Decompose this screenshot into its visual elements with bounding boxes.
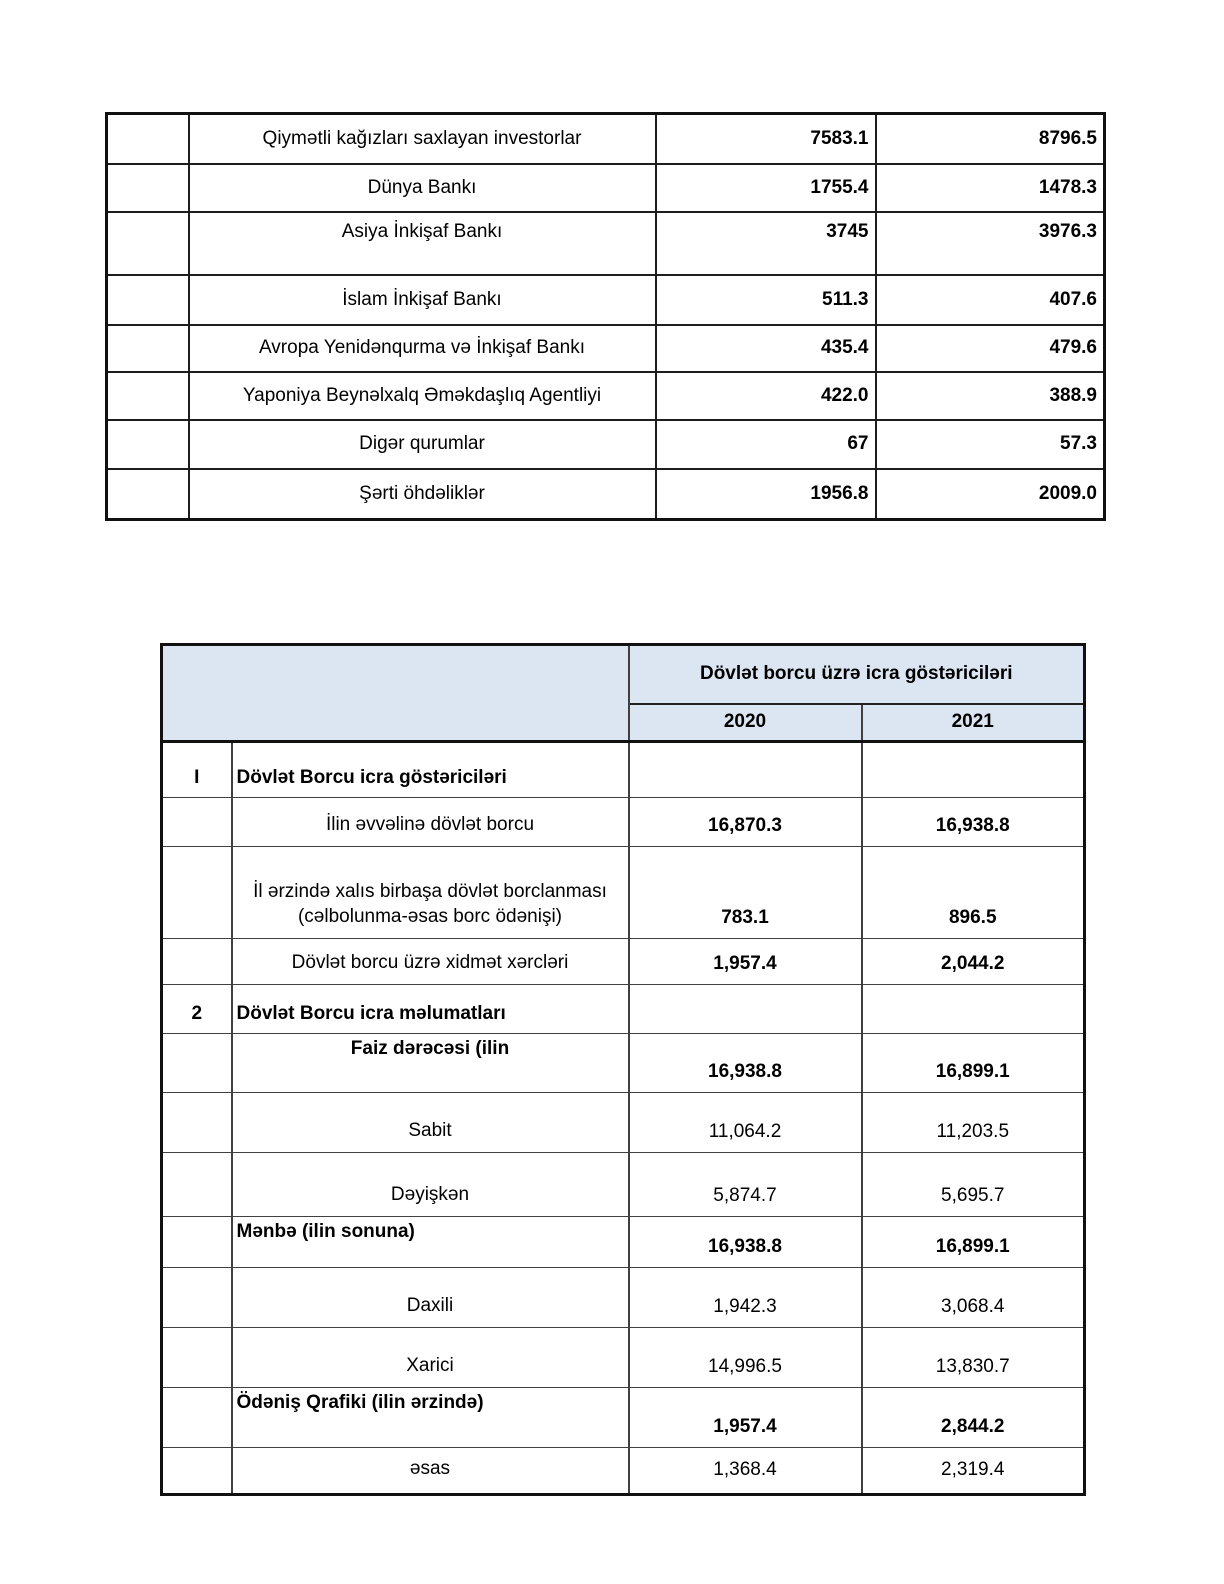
table-row xyxy=(107,114,1105,164)
row-label: Sabit xyxy=(232,1093,629,1153)
value-col1: 422.0 xyxy=(656,372,876,420)
row-label: əsas xyxy=(232,1448,629,1495)
row-label: Şərti öhdəliklər xyxy=(189,469,656,520)
table-row xyxy=(162,985,1085,1034)
debt-execution-table xyxy=(160,643,1086,1496)
row-label: Mənbə (ilin sonuna) xyxy=(232,1217,629,1268)
value-2021: 16,899.1 xyxy=(862,1217,1085,1268)
empty-cell xyxy=(107,114,189,164)
value-col1: 7583.1 xyxy=(656,114,876,164)
value-col2: 1478.3 xyxy=(876,164,1105,212)
row-label: Digər qurumlar xyxy=(189,420,656,469)
value-2020: 5,874.7 xyxy=(629,1153,862,1217)
table-row xyxy=(162,1268,1085,1328)
value-col1: 435.4 xyxy=(656,325,876,372)
table-header-row xyxy=(162,645,1085,704)
value-col2: 8796.5 xyxy=(876,114,1105,164)
row-label: Dünya Bankı xyxy=(189,164,656,212)
table-row xyxy=(107,372,1105,420)
empty-cell xyxy=(107,469,189,520)
value-2020: 16,938.8 xyxy=(629,1034,862,1093)
table-row xyxy=(162,1388,1085,1448)
table-row xyxy=(107,212,1105,275)
value-col2: 479.6 xyxy=(876,325,1105,372)
row-label: Faiz dərəcəsi (ilin xyxy=(232,1034,629,1093)
value-2021: 3,068.4 xyxy=(862,1268,1085,1328)
row-number xyxy=(162,1093,232,1153)
row-number: I xyxy=(162,742,232,798)
row-label: Dövlət Borcu icra göstəriciləri xyxy=(232,742,629,798)
value-2020: 1,957.4 xyxy=(629,1388,862,1448)
row-number xyxy=(162,1034,232,1093)
row-label: Qiymətli kağızları saxlayan investorlar xyxy=(189,114,656,164)
row-label: Yaponiya Beynəlxalq Əməkdaşlıq Agentliyi xyxy=(189,372,656,420)
row-label: Ödəniş Qrafiki (ilin ərzində) xyxy=(232,1388,629,1448)
row-label: Dövlət borcu üzrə xidmət xərcləri xyxy=(232,939,629,985)
row-number xyxy=(162,939,232,985)
value-2020: 14,996.5 xyxy=(629,1328,862,1388)
value-2021: 896.5 xyxy=(862,847,1085,939)
row-label: İl ərzində xalıs birbaşa dövlət borclanması (cəlbolunma-əsas borc ödənişi) xyxy=(232,847,629,939)
empty-cell xyxy=(107,275,189,325)
table-row xyxy=(162,1217,1085,1268)
row-number xyxy=(162,1388,232,1448)
table-row xyxy=(107,275,1105,325)
empty-cell xyxy=(107,420,189,469)
value-2021: 2,844.2 xyxy=(862,1388,1085,1448)
table-row xyxy=(162,1328,1085,1388)
row-number xyxy=(162,798,232,847)
value-2020: 1,368.4 xyxy=(629,1448,862,1495)
table-row xyxy=(162,939,1085,985)
value-col1: 511.3 xyxy=(656,275,876,325)
row-label: Asiya İnkişaf Bankı xyxy=(189,212,656,275)
value-2021: 16,938.8 xyxy=(862,798,1085,847)
table-row xyxy=(162,742,1085,798)
value-2020: 1,957.4 xyxy=(629,939,862,985)
empty-cell xyxy=(107,212,189,275)
value-col2: 57.3 xyxy=(876,420,1105,469)
value-2020 xyxy=(629,985,862,1034)
row-number xyxy=(162,1448,232,1495)
table-row xyxy=(162,847,1085,939)
empty-cell xyxy=(107,372,189,420)
value-2020: 1,942.3 xyxy=(629,1268,862,1328)
value-2021: 13,830.7 xyxy=(862,1328,1085,1388)
year-2021-header: 2021 xyxy=(862,704,1085,742)
value-col2: 2009.0 xyxy=(876,469,1105,520)
table-row xyxy=(107,164,1105,212)
row-label: Avropa Yenidənqurma və İnkişaf Bankı xyxy=(189,325,656,372)
value-col2: 3976.3 xyxy=(876,212,1105,275)
value-col2: 407.6 xyxy=(876,275,1105,325)
value-col1: 3745 xyxy=(656,212,876,275)
row-number: 2 xyxy=(162,985,232,1034)
value-2020: 11,064.2 xyxy=(629,1093,862,1153)
row-number xyxy=(162,847,232,939)
table-row xyxy=(162,798,1085,847)
value-2021: 2,044.2 xyxy=(862,939,1085,985)
table-row xyxy=(107,325,1105,372)
external-creditors-table xyxy=(105,112,1106,521)
row-label: İslam İnkişaf Bankı xyxy=(189,275,656,325)
row-number xyxy=(162,1328,232,1388)
value-2021: 2,319.4 xyxy=(862,1448,1085,1495)
row-number xyxy=(162,1217,232,1268)
value-col1: 1755.4 xyxy=(656,164,876,212)
value-2021: 5,695.7 xyxy=(862,1153,1085,1217)
empty-cell xyxy=(107,325,189,372)
value-col1: 67 xyxy=(656,420,876,469)
year-2020-header: 2020 xyxy=(629,704,862,742)
table-row xyxy=(107,420,1105,469)
value-col1: 1956.8 xyxy=(656,469,876,520)
value-col2: 388.9 xyxy=(876,372,1105,420)
value-2021: 11,203.5 xyxy=(862,1093,1085,1153)
empty-cell xyxy=(107,164,189,212)
table-row xyxy=(162,1153,1085,1217)
value-2020: 783.1 xyxy=(629,847,862,939)
row-label: Xarici xyxy=(232,1328,629,1388)
row-number xyxy=(162,1153,232,1217)
row-label: Dövlət Borcu icra məlumatları xyxy=(232,985,629,1034)
value-2020: 16,870.3 xyxy=(629,798,862,847)
row-label: İlin əvvəlinə dövlət borcu xyxy=(232,798,629,847)
row-label: Dəyişkən xyxy=(232,1153,629,1217)
value-2021 xyxy=(862,742,1085,798)
value-2020 xyxy=(629,742,862,798)
table-row xyxy=(107,469,1105,520)
value-2021: 16,899.1 xyxy=(862,1034,1085,1093)
table-row xyxy=(162,1448,1085,1495)
value-2020: 16,938.8 xyxy=(629,1217,862,1268)
table-row xyxy=(162,1034,1085,1093)
table-row xyxy=(162,1093,1085,1153)
header-empty-cell xyxy=(162,645,629,742)
row-number xyxy=(162,1268,232,1328)
row-label: Daxili xyxy=(232,1268,629,1328)
value-2021 xyxy=(862,985,1085,1034)
table-title: Dövlət borcu üzrə icra göstəriciləri xyxy=(629,645,1085,704)
